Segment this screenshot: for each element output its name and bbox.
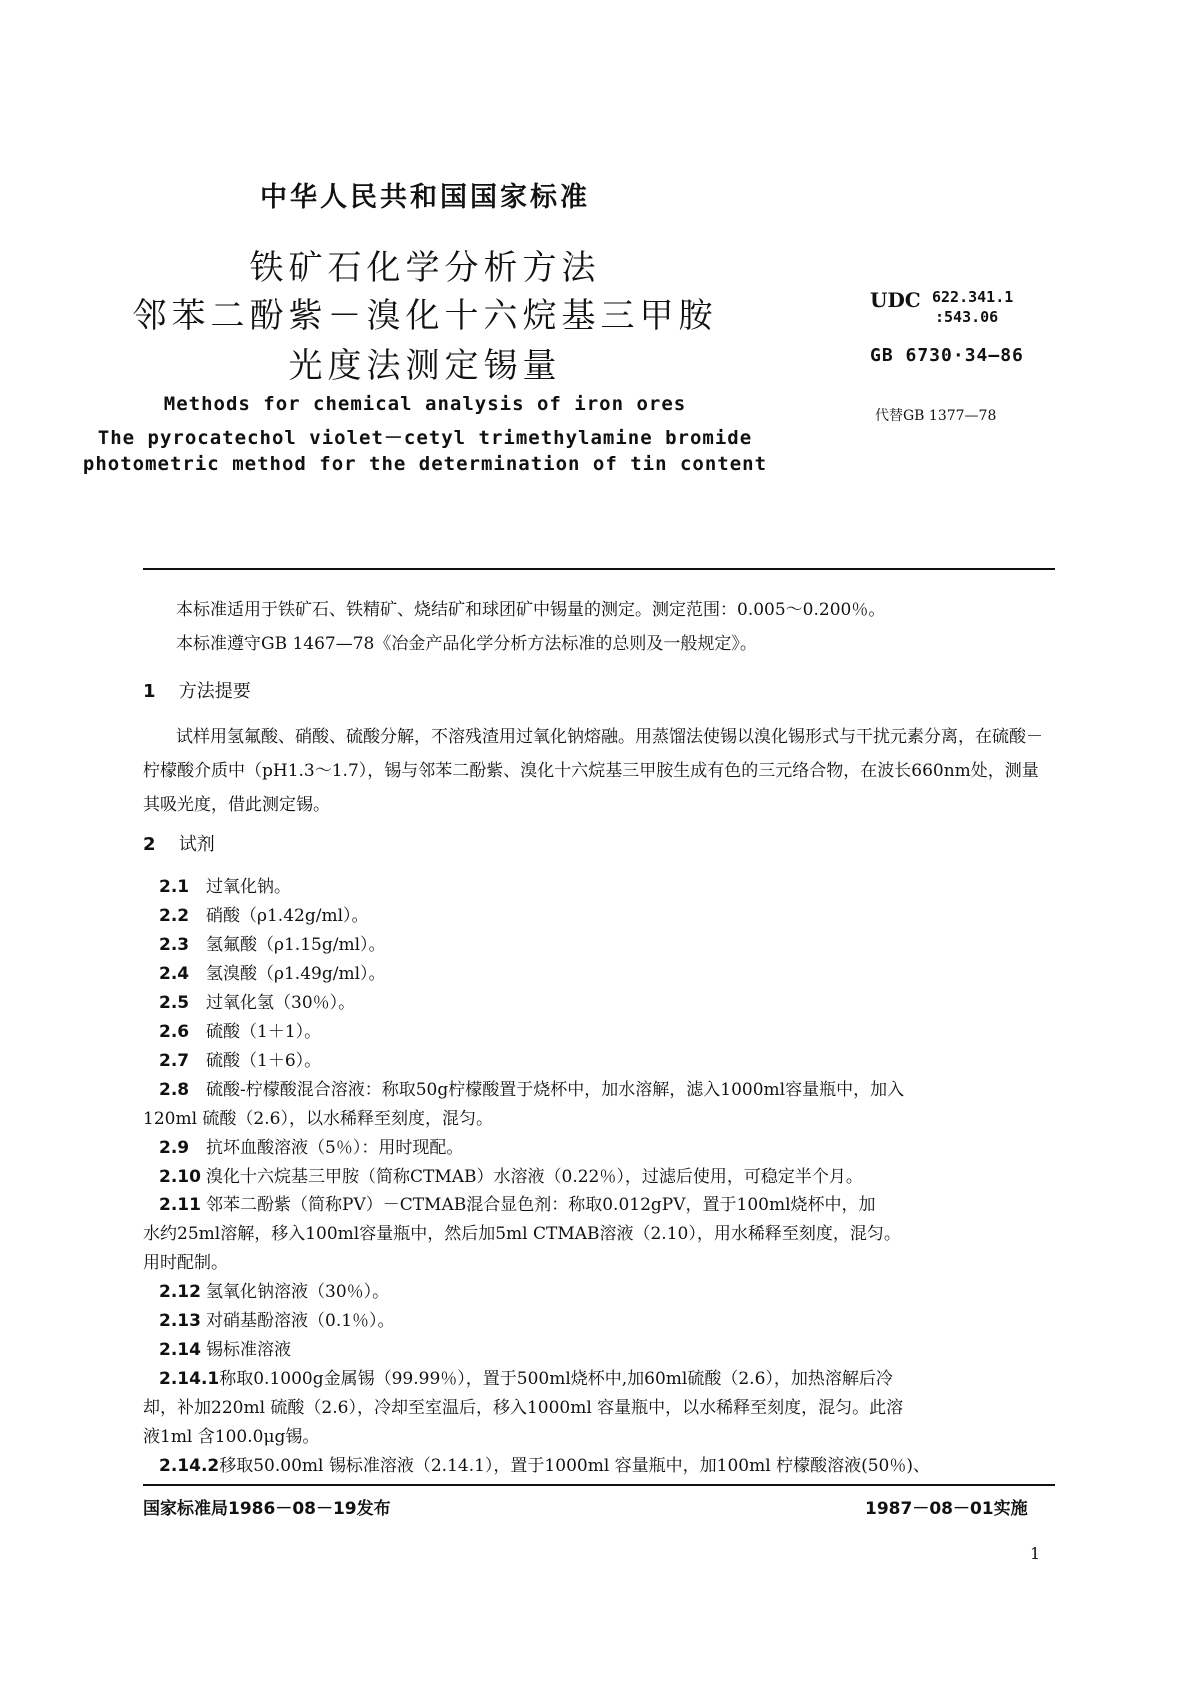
item-text: 过氧化氢（30％）。 bbox=[206, 993, 356, 1013]
replaces-standard: 代替GB 1377—78 bbox=[875, 408, 997, 424]
item-number: 2.10 bbox=[159, 1167, 201, 1187]
item-number: 2.14 bbox=[159, 1340, 201, 1360]
page-number: 1 bbox=[1030, 1544, 1041, 1563]
item-number: 2.14.1 bbox=[159, 1369, 220, 1389]
item-number: 2.12 bbox=[159, 1282, 201, 1302]
reagent-item bbox=[143, 1452, 1055, 1480]
section-1-heading bbox=[143, 677, 251, 703]
item-text: 锡标准溶液 bbox=[206, 1340, 291, 1360]
reagent-item bbox=[143, 1047, 1055, 1075]
reagent-item bbox=[143, 1134, 1055, 1162]
udc-code-continued: :543.06 bbox=[935, 308, 999, 326]
title-en-line-1: Methods for chemical analysis of iron ores bbox=[163, 393, 687, 415]
reagent-item bbox=[143, 1163, 1055, 1191]
intro-compliance: 本标准遵守GB 1467—78《冶金产品化学分析方法标准的总则及一般规定》。 bbox=[176, 634, 757, 654]
title-cn-line-2: 邻苯二酚紫－溴化十六烷基三甲胺 bbox=[132, 296, 718, 336]
reagent-item bbox=[143, 1018, 1055, 1046]
item-text: 氢氟酸（ρ1.15g/ml）。 bbox=[206, 935, 386, 955]
item-text: 移取50.00ml 锡标准溶液（2.14.1），置于1000ml 容量瓶中，加100ml 柠檬酸溶液(50％)、 bbox=[219, 1456, 930, 1476]
reagent-item bbox=[143, 1278, 1055, 1306]
gb-standard-number: GB 6730·34—86 bbox=[870, 345, 1024, 366]
item-number: 2.13 bbox=[159, 1311, 201, 1331]
issue-date: 国家标准局1986－08－19发布 bbox=[143, 1499, 391, 1519]
item-text: 抗坏血酸溶液（5％）：用时现配。 bbox=[206, 1138, 464, 1158]
item-text: 过氧化钠。 bbox=[206, 877, 291, 897]
title-en-line-2: The pyrocatechol violet－cetyl trimethylamine bromide bbox=[97, 427, 753, 449]
item-number: 2.8 bbox=[159, 1080, 190, 1100]
reagent-item bbox=[143, 931, 1055, 959]
item-text: 氢氧化钠溶液（30％）。 bbox=[206, 1282, 390, 1302]
item-number: 2.7 bbox=[159, 1051, 190, 1071]
reagent-item bbox=[143, 1307, 1055, 1335]
national-standard-heading: 中华人民共和国国家标准 bbox=[260, 182, 590, 213]
reagent-item bbox=[143, 989, 1055, 1017]
item-number: 2.2 bbox=[159, 906, 190, 926]
title-cn-line-1: 铁矿石化学分析方法 bbox=[249, 248, 601, 288]
reagent-item bbox=[143, 1191, 1055, 1219]
item-number: 2.14.2 bbox=[159, 1456, 220, 1476]
section-2-heading bbox=[143, 830, 215, 856]
title-en-line-3: photometric method for the determination of tin content bbox=[82, 453, 768, 475]
item-text: 硫酸（1＋6）。 bbox=[206, 1051, 322, 1071]
item-text: 硫酸-柠檬酸混合溶液：称取50g柠檬酸置于烧杯中，加水溶解，滤入1000ml容量瓶中，加入 bbox=[206, 1080, 905, 1100]
item-number: 2.5 bbox=[159, 993, 190, 1013]
reagent-item-continued: 却，补加220ml 硫酸（2.6），冷却至室温后，移入1000ml 容量瓶中，以水稀释至刻度，混匀。此溶 bbox=[143, 1398, 904, 1418]
item-number: 2.11 bbox=[159, 1195, 201, 1215]
udc-code: 622.341.1 bbox=[932, 288, 1014, 306]
section-number: 2 bbox=[143, 834, 156, 855]
section-number: 1 bbox=[143, 681, 156, 702]
header-divider bbox=[143, 568, 1055, 570]
item-number: 2.9 bbox=[159, 1138, 190, 1158]
footer-divider bbox=[143, 1484, 1055, 1486]
item-text: 称取0.1000g金属锡（99.99％），置于500ml烧杯中,加60ml硫酸（2.6），加热溶解后冷 bbox=[219, 1369, 893, 1389]
title-cn-line-3: 光度法测定锡量 bbox=[288, 346, 562, 386]
reagent-item bbox=[143, 1365, 1055, 1393]
reagent-item-continued: 水约25ml溶解，移入100ml容量瓶中，然后加5ml CTMAB溶液（2.10），用水稀释至刻度，混匀。 bbox=[143, 1224, 901, 1244]
effective-date: 1987－08－01实施 bbox=[865, 1499, 1028, 1519]
item-text: 溴化十六烷基三甲胺（简称CTMAB）水溶液（0.22％），过滤后使用，可稳定半个月。 bbox=[206, 1167, 863, 1187]
reagent-item bbox=[143, 1336, 1055, 1364]
section-1-text: 试样用氢氟酸、硝酸、硫酸分解，不溶残渣用过氧化钠熔融。用蒸馏法使锡以溴化锡形式与干扰元素分离，在硫酸－柠檬酸介质中（pH1.3～1.7），锡与邻苯二酚紫、溴化十六烷基三甲胺生成有色的三元络合物，在波长660nm处，测量其吸光度，借此测定锡。 bbox=[143, 727, 1043, 815]
reagent-item bbox=[143, 960, 1055, 988]
reagent-item bbox=[143, 1076, 1055, 1104]
reagent-item-continued: 120ml 硫酸（2.6），以水稀释至刻度，混匀。 bbox=[143, 1109, 493, 1129]
reagent-item-continued: 液1ml 含100.0μg锡。 bbox=[143, 1427, 320, 1447]
intro-scope: 本标准适用于铁矿石、铁精矿、烧结矿和球团矿中锡量的测定。测定范围：0.005～0.200％。 bbox=[176, 600, 886, 620]
reagent-item bbox=[143, 873, 1055, 901]
reagent-item bbox=[143, 902, 1055, 930]
item-text: 邻苯二酚紫（简称PV）－CTMAB混合显色剂：称取0.012gPV，置于100ml烧杯中，加 bbox=[206, 1195, 876, 1215]
section-title: 方法提要 bbox=[178, 681, 251, 702]
udc-label: UDC bbox=[870, 288, 921, 312]
item-text: 硝酸（ρ1.42g/ml）。 bbox=[206, 906, 369, 926]
item-number: 2.1 bbox=[159, 877, 190, 897]
item-text: 对硝基酚溶液（0.1％）。 bbox=[206, 1311, 395, 1331]
item-text: 硫酸（1＋1）。 bbox=[206, 1022, 322, 1042]
reagent-item-continued: 用时配制。 bbox=[143, 1253, 228, 1273]
section-title: 试剂 bbox=[178, 834, 215, 855]
item-number: 2.6 bbox=[159, 1022, 190, 1042]
item-text: 氢溴酸（ρ1.49g/ml）。 bbox=[206, 964, 386, 984]
item-number: 2.3 bbox=[159, 935, 190, 955]
item-number: 2.4 bbox=[159, 964, 190, 984]
